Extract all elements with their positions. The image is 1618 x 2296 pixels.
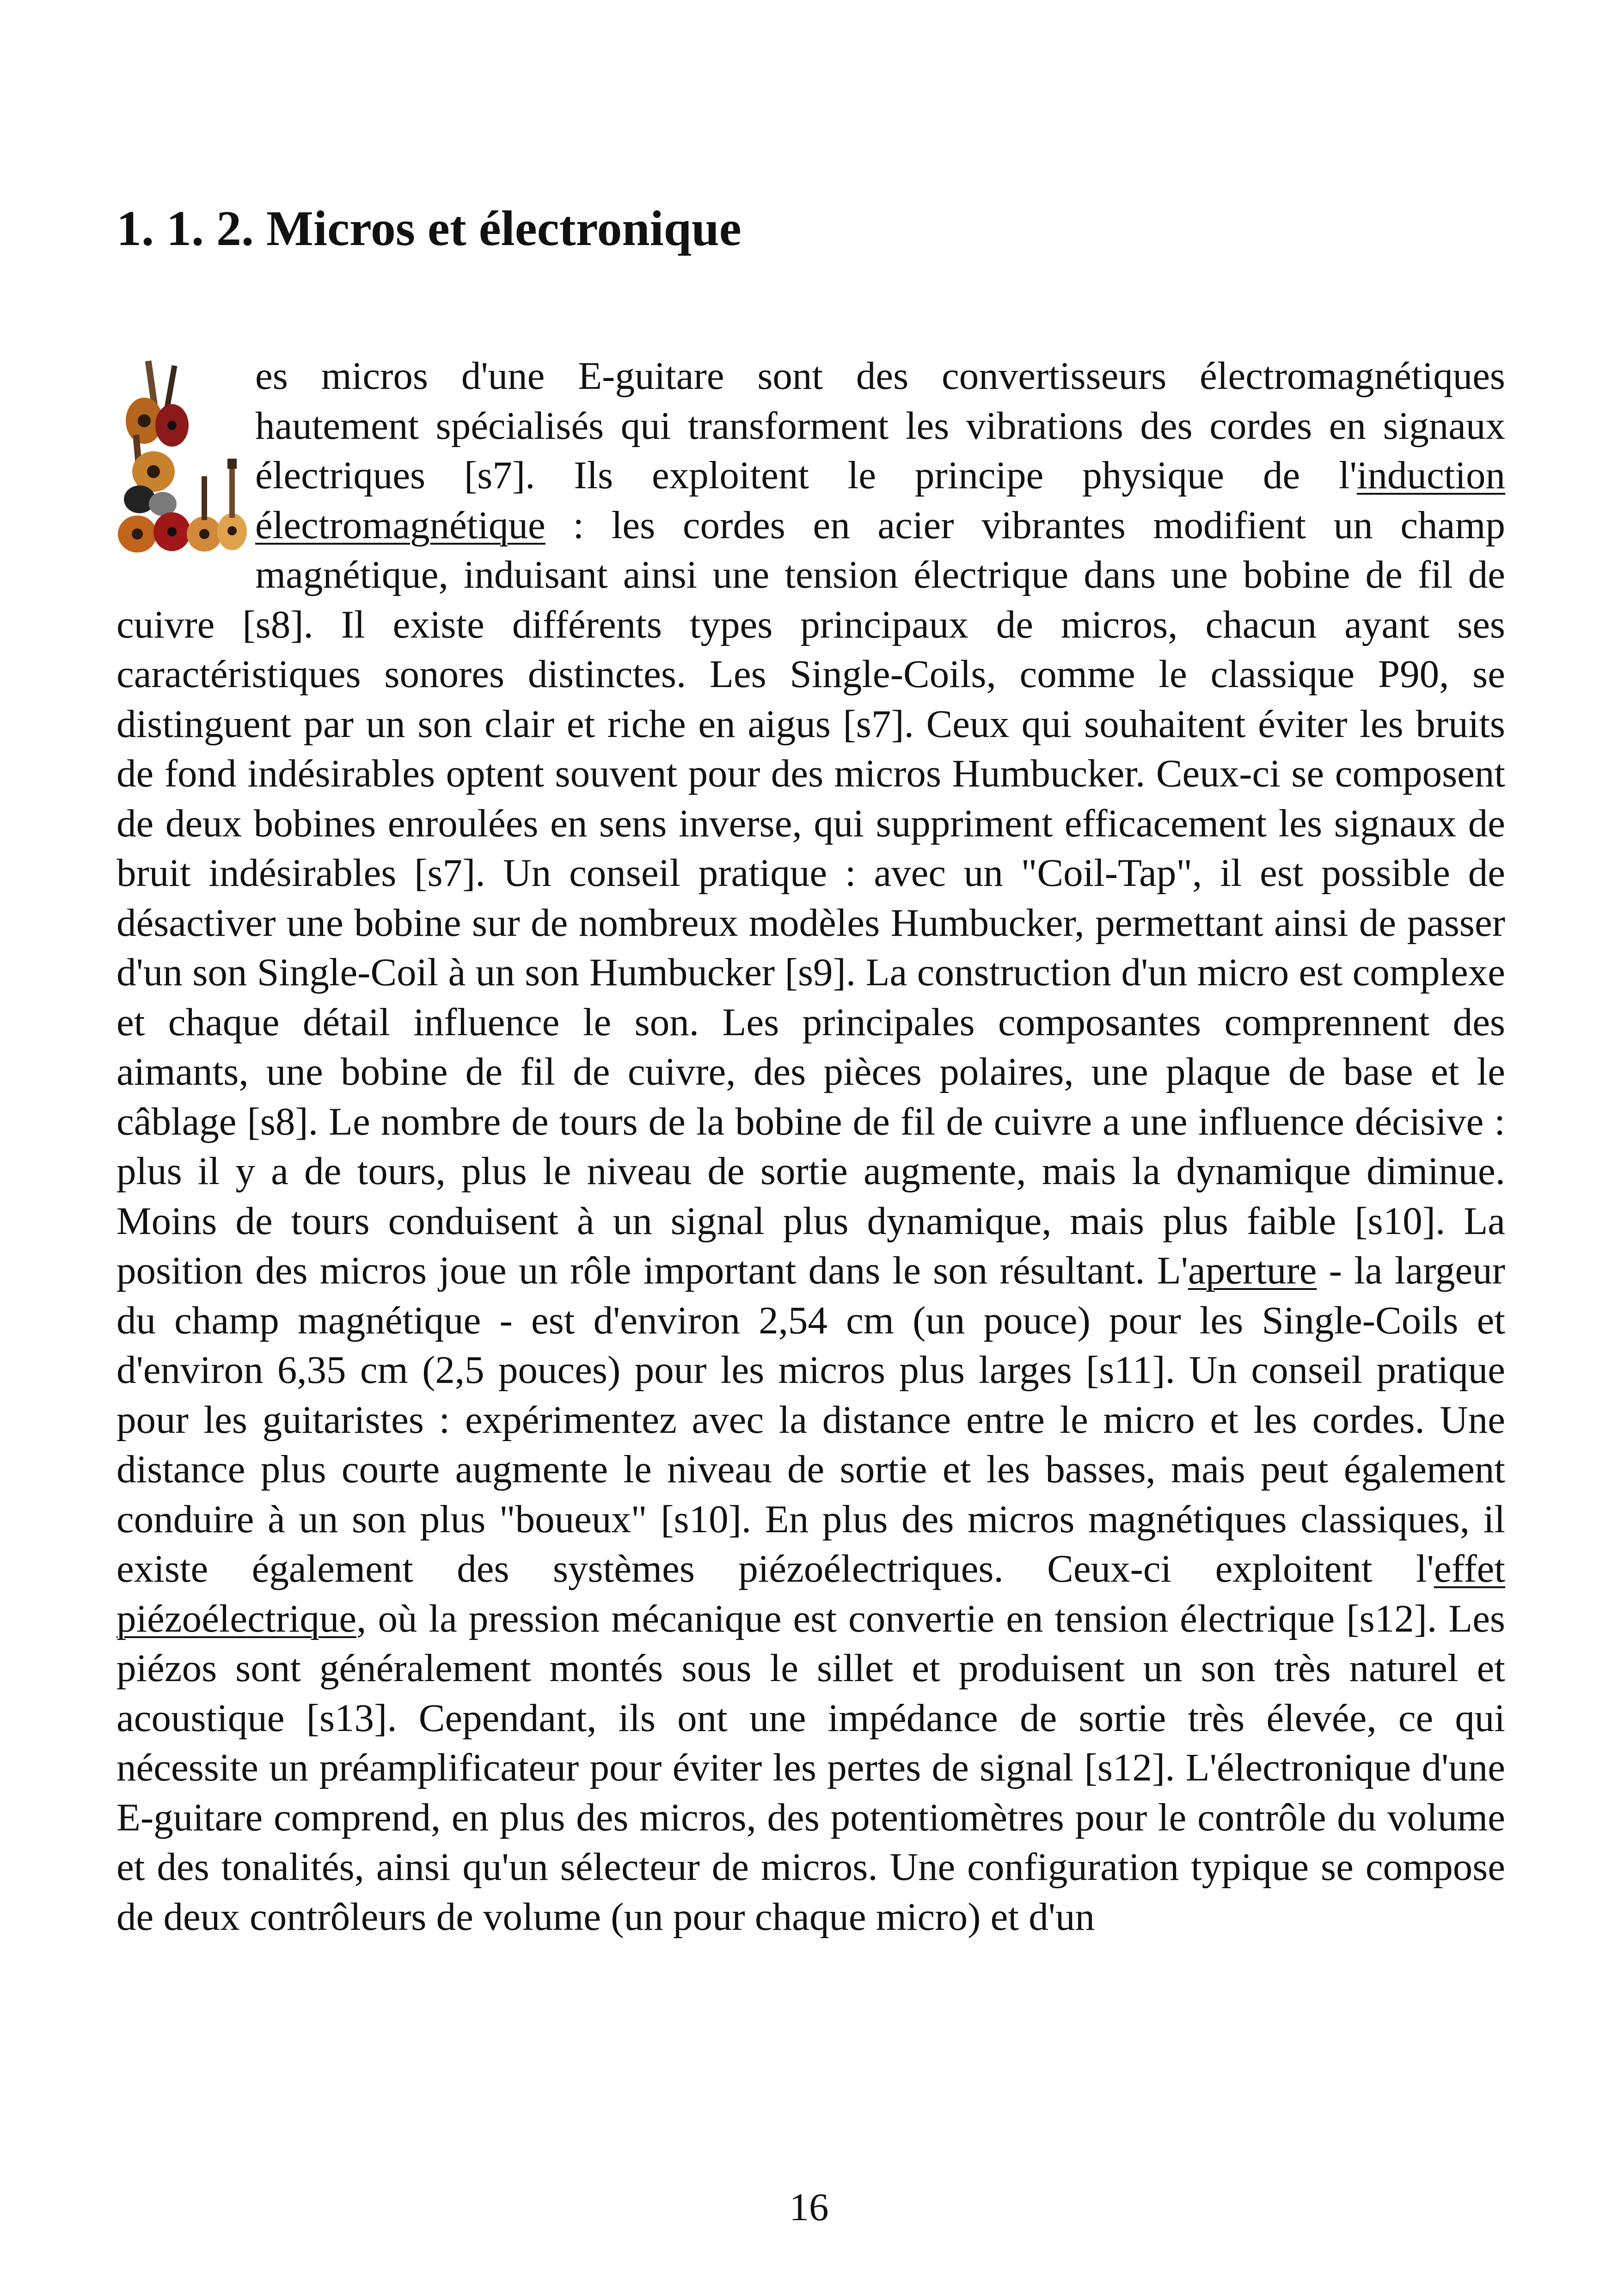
- paragraph-run-2: : les cordes en acier vibrantes modifient un champ magnétique, induisant ainsi une tension électrique dans une bobine de fil de cuivre [s8]. Il existe différents types principaux de micros, chacun ayant ses caractéristiques sonores distinctes. Les Single-Coils, comme le classique P90, se distinguent par un son clair et riche en aigus [s7]. Ceux qui souhaitent éviter les bruits de fond indésirables optent souvent pour des micros Humbucker. Ceux-ci se composent de deux bobines enroulées en sens inverse, qui suppriment efficacement les signaux de bruit indésirables [s7]. Un conseil pratique : avec un "Coil-Tap", il est possible de désactiver une bobine sur de nombreux modèles Humbucker, permettant ainsi de passer d'un son Single-Coil à un son Humbucker [s9]. La construction d'un micro est complexe et chaque détail influence le son. Les principales composantes comprennent des aimants, une bobine de fil de cuivre, des pièces polaires, une plaque de base et le câblage [s8]. Le nombre de tours de la bobine de fil de cuivre a une influence décisive : plus il y a de tours, plus le niveau de sortie augmente, mais la dynamique diminue. Moins de tours conduisent à un signal plus dynamique, mais plus faible [s10]. La position des micros joue un rôle important dans le son résultant. L': [116, 503, 1505, 1292]
- paragraph-run-3: - la largeur du champ magnétique - est d'environ 2,54 cm (un pouce) pour les Single-Coils et d'environ 6,35 cm (2,5 pouces) pour les micros plus larges [s11]. Un conseil pratique pour les guitaristes : expérimentez avec la distance entre le micro et les cordes. Une distance plus courte augmente le niveau de sortie et les basses, mais peut également conduire à un son plus "boueux" [s10]. En plus des micros magnétiques classiques, il existe également des systèmes piézoélectriques. Ceux-ci exploitent l': [116, 1249, 1506, 1590]
- section-heading: 1. 1. 2. Micros et électronique: [116, 201, 742, 256]
- link-aperture[interactable]: aperture: [1188, 1249, 1317, 1292]
- body-paragraph: [116, 351, 1505, 1942]
- guitar-stack-dropcap-icon: [116, 356, 255, 555]
- paragraph-run-1: es micros d'une E-guitare sont des convertisseurs électromagnétiques hautement spécialisés qui transforment les vibrations des cordes en signaux électriques [s7]. Ils exploitent le principe physique de l': [255, 354, 1505, 497]
- link-induction-electromagnetique[interactable]: induction électromagnétique: [255, 454, 1505, 547]
- paragraph-run-4: , où la pression mécanique est convertie en tension électrique [s12]. Les piézos sont généralement montés sous le sillet et produisent un son très naturel et acoustique [s13]. Cependant, ils ont une impédance de sortie très élevée, ce qui nécessite un préamplificateur pour éviter les pertes de signal [s12]. L'électronique d'une E-guitare comprend, en plus des micros, des potentiomètres pour le contrôle du volume et des tonalités, ainsi qu'un sélecteur de micros. Une configuration typique se compose de deux contrôleurs de volume (un pour chaque micro) et d'un: [116, 1596, 1505, 1939]
- page-number: 16: [789, 2185, 829, 2229]
- link-effet-piezoelectrique[interactable]: effet piézoélectrique: [116, 1547, 1505, 1640]
